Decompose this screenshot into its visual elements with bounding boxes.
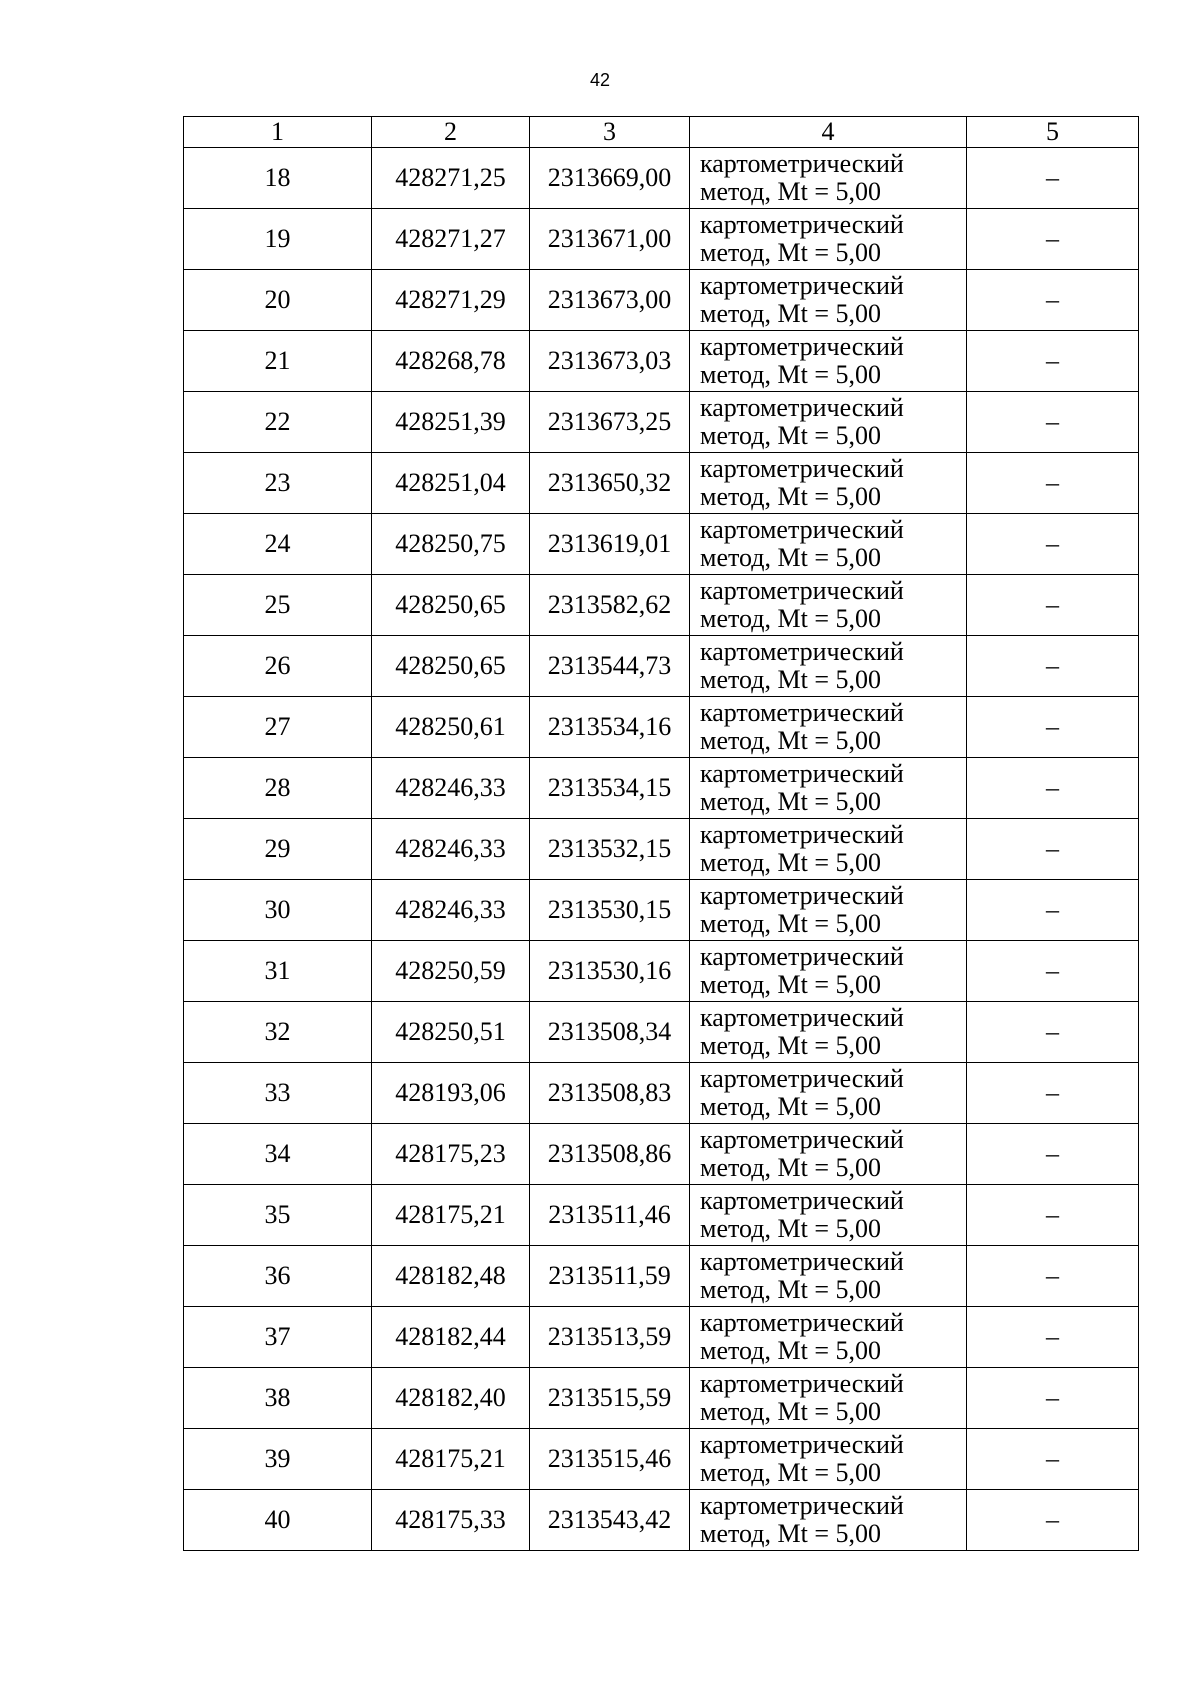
point-number-cell: 21 [184, 331, 372, 392]
y-coordinate-cell: 2313508,83 [530, 1063, 690, 1124]
x-coordinate-cell: 428271,27 [372, 209, 530, 270]
method-line-2: метод, Mt = 5,00 [700, 1092, 881, 1121]
method-line-2: метод, Mt = 5,00 [700, 848, 881, 877]
point-number-cell: 23 [184, 453, 372, 514]
method-line-2: метод, Mt = 5,00 [700, 726, 881, 755]
method-cell [690, 575, 967, 636]
method-line-2: метод, Mt = 5,00 [700, 177, 881, 206]
method-cell [690, 697, 967, 758]
x-coordinate-cell: 428182,48 [372, 1246, 530, 1307]
point-number-cell: 24 [184, 514, 372, 575]
method-line-1: картометрический [700, 1125, 904, 1154]
method-cell [690, 1063, 967, 1124]
table-row [184, 453, 1139, 514]
method-line-1: картометрический [700, 1308, 904, 1337]
method-line-2: метод, Mt = 5,00 [700, 970, 881, 999]
method-line-1: картометрический [700, 515, 904, 544]
point-number-cell: 35 [184, 1185, 372, 1246]
header-col-3: 3 [530, 117, 690, 148]
method-line-2: метод, Mt = 5,00 [700, 1336, 881, 1365]
column-5-cell: – [967, 636, 1139, 697]
method-line-1: картометрический [700, 271, 904, 300]
column-5-cell: – [967, 575, 1139, 636]
column-5-cell: – [967, 1490, 1139, 1551]
y-coordinate-cell: 2313515,46 [530, 1429, 690, 1490]
table-row [184, 331, 1139, 392]
method-cell [690, 148, 967, 209]
x-coordinate-cell: 428175,33 [372, 1490, 530, 1551]
x-coordinate-cell: 428250,65 [372, 575, 530, 636]
point-number-cell: 32 [184, 1002, 372, 1063]
y-coordinate-cell: 2313513,59 [530, 1307, 690, 1368]
method-line-1: картометрический [700, 1003, 904, 1032]
method-line-1: картометрический [700, 332, 904, 361]
x-coordinate-cell: 428251,39 [372, 392, 530, 453]
point-number-cell: 19 [184, 209, 372, 270]
table-row [184, 1490, 1139, 1551]
column-5-cell: – [967, 1185, 1139, 1246]
method-cell [690, 331, 967, 392]
point-number-cell: 26 [184, 636, 372, 697]
column-5-cell: – [967, 1368, 1139, 1429]
method-line-1: картометрический [700, 881, 904, 910]
column-5-cell: – [967, 1429, 1139, 1490]
x-coordinate-cell: 428251,04 [372, 453, 530, 514]
table-row [184, 1429, 1139, 1490]
column-5-cell: – [967, 697, 1139, 758]
y-coordinate-cell: 2313673,25 [530, 392, 690, 453]
header-col-2: 2 [372, 117, 530, 148]
y-coordinate-cell: 2313669,00 [530, 148, 690, 209]
column-5-cell: – [967, 1246, 1139, 1307]
table-row [184, 880, 1139, 941]
method-line-2: метод, Mt = 5,00 [700, 787, 881, 816]
method-line-2: метод, Mt = 5,00 [700, 909, 881, 938]
method-line-1: картометрический [700, 820, 904, 849]
method-cell [690, 819, 967, 880]
method-line-1: картометрический [700, 393, 904, 422]
column-5-cell: – [967, 1002, 1139, 1063]
table-row [184, 209, 1139, 270]
method-line-1: картометрический [700, 942, 904, 971]
method-cell [690, 1124, 967, 1185]
table-row [184, 1307, 1139, 1368]
y-coordinate-cell: 2313511,46 [530, 1185, 690, 1246]
table-row [184, 148, 1139, 209]
x-coordinate-cell: 428182,40 [372, 1368, 530, 1429]
column-5-cell: – [967, 453, 1139, 514]
point-number-cell: 37 [184, 1307, 372, 1368]
x-coordinate-cell: 428182,44 [372, 1307, 530, 1368]
y-coordinate-cell: 2313532,15 [530, 819, 690, 880]
method-cell [690, 270, 967, 331]
method-cell [690, 1429, 967, 1490]
method-line-2: метод, Mt = 5,00 [700, 1458, 881, 1487]
table-row [184, 270, 1139, 331]
column-5-cell: – [967, 209, 1139, 270]
point-number-cell: 25 [184, 575, 372, 636]
method-line-2: метод, Mt = 5,00 [700, 299, 881, 328]
point-number-cell: 38 [184, 1368, 372, 1429]
y-coordinate-cell: 2313508,34 [530, 1002, 690, 1063]
table-row [184, 1124, 1139, 1185]
table-row [184, 1368, 1139, 1429]
x-coordinate-cell: 428271,29 [372, 270, 530, 331]
x-coordinate-cell: 428250,61 [372, 697, 530, 758]
method-line-1: картометрический [700, 1491, 904, 1520]
x-coordinate-cell: 428193,06 [372, 1063, 530, 1124]
y-coordinate-cell: 2313673,03 [530, 331, 690, 392]
table-row [184, 758, 1139, 819]
coordinates-table [183, 116, 1139, 1551]
method-line-2: метод, Mt = 5,00 [700, 1397, 881, 1426]
method-line-2: метод, Mt = 5,00 [700, 1153, 881, 1182]
table-body [184, 148, 1139, 1551]
point-number-cell: 28 [184, 758, 372, 819]
method-line-2: метод, Mt = 5,00 [700, 421, 881, 450]
point-number-cell: 40 [184, 1490, 372, 1551]
x-coordinate-cell: 428271,25 [372, 148, 530, 209]
method-line-2: метод, Mt = 5,00 [700, 360, 881, 389]
method-cell [690, 392, 967, 453]
column-5-cell: – [967, 880, 1139, 941]
point-number-cell: 33 [184, 1063, 372, 1124]
method-line-2: метод, Mt = 5,00 [700, 238, 881, 267]
method-line-1: картометрический [700, 149, 904, 178]
x-coordinate-cell: 428250,75 [372, 514, 530, 575]
method-cell [690, 1490, 967, 1551]
header-col-1: 1 [184, 117, 372, 148]
method-cell [690, 1185, 967, 1246]
table-row [184, 575, 1139, 636]
point-number-cell: 18 [184, 148, 372, 209]
page-number: 42 [589, 70, 611, 90]
method-cell [690, 1307, 967, 1368]
x-coordinate-cell: 428175,23 [372, 1124, 530, 1185]
method-cell [690, 514, 967, 575]
method-line-2: метод, Mt = 5,00 [700, 1275, 881, 1304]
method-line-2: метод, Mt = 5,00 [700, 1519, 881, 1548]
x-coordinate-cell: 428250,65 [372, 636, 530, 697]
method-cell [690, 1368, 967, 1429]
x-coordinate-cell: 428246,33 [372, 880, 530, 941]
method-line-1: картометрический [700, 210, 904, 239]
method-line-2: метод, Mt = 5,00 [700, 604, 881, 633]
y-coordinate-cell: 2313671,00 [530, 209, 690, 270]
method-cell [690, 209, 967, 270]
point-number-cell: 39 [184, 1429, 372, 1490]
x-coordinate-cell: 428250,59 [372, 941, 530, 1002]
table-row [184, 1185, 1139, 1246]
method-line-2: метод, Mt = 5,00 [700, 543, 881, 572]
header-row [184, 117, 1139, 148]
method-line-2: метод, Mt = 5,00 [700, 1214, 881, 1243]
y-coordinate-cell: 2313534,16 [530, 697, 690, 758]
method-cell [690, 941, 967, 1002]
column-5-cell: – [967, 819, 1139, 880]
method-cell [690, 1246, 967, 1307]
header-col-5: 5 [967, 117, 1139, 148]
column-5-cell: – [967, 1307, 1139, 1368]
point-number-cell: 30 [184, 880, 372, 941]
point-number-cell: 22 [184, 392, 372, 453]
y-coordinate-cell: 2313511,59 [530, 1246, 690, 1307]
column-5-cell: – [967, 758, 1139, 819]
table-row [184, 697, 1139, 758]
table-row [184, 636, 1139, 697]
y-coordinate-cell: 2313673,00 [530, 270, 690, 331]
method-line-1: картометрический [700, 759, 904, 788]
method-line-2: метод, Mt = 5,00 [700, 665, 881, 694]
table-row [184, 392, 1139, 453]
column-5-cell: – [967, 941, 1139, 1002]
x-coordinate-cell: 428250,51 [372, 1002, 530, 1063]
point-number-cell: 29 [184, 819, 372, 880]
point-number-cell: 27 [184, 697, 372, 758]
table-row [184, 1246, 1139, 1307]
table-row [184, 1002, 1139, 1063]
method-cell [690, 636, 967, 697]
method-line-1: картометрический [700, 576, 904, 605]
method-line-1: картометрический [700, 698, 904, 727]
method-line-1: картометрический [700, 1186, 904, 1215]
point-number-cell: 34 [184, 1124, 372, 1185]
x-coordinate-cell: 428246,33 [372, 819, 530, 880]
y-coordinate-cell: 2313530,16 [530, 941, 690, 1002]
method-line-1: картометрический [700, 637, 904, 666]
method-line-2: метод, Mt = 5,00 [700, 1031, 881, 1060]
point-number-cell: 36 [184, 1246, 372, 1307]
x-coordinate-cell: 428175,21 [372, 1429, 530, 1490]
y-coordinate-cell: 2313534,15 [530, 758, 690, 819]
column-5-cell: – [967, 1124, 1139, 1185]
y-coordinate-cell: 2313530,15 [530, 880, 690, 941]
method-line-1: картометрический [700, 1430, 904, 1459]
method-line-1: картометрический [700, 1247, 904, 1276]
column-5-cell: – [967, 514, 1139, 575]
column-5-cell: – [967, 331, 1139, 392]
method-line-2: метод, Mt = 5,00 [700, 482, 881, 511]
point-number-cell: 20 [184, 270, 372, 331]
y-coordinate-cell: 2313650,32 [530, 453, 690, 514]
table-header [184, 117, 1139, 148]
method-line-1: картометрический [700, 1369, 904, 1398]
method-cell [690, 880, 967, 941]
x-coordinate-cell: 428268,78 [372, 331, 530, 392]
column-5-cell: – [967, 148, 1139, 209]
method-line-1: картометрический [700, 1064, 904, 1093]
table-row [184, 819, 1139, 880]
y-coordinate-cell: 2313544,73 [530, 636, 690, 697]
method-cell [690, 453, 967, 514]
column-5-cell: – [967, 270, 1139, 331]
table-row [184, 1063, 1139, 1124]
header-col-4: 4 [690, 117, 967, 148]
y-coordinate-cell: 2313515,59 [530, 1368, 690, 1429]
table-row [184, 941, 1139, 1002]
point-number-cell: 31 [184, 941, 372, 1002]
table-row [184, 514, 1139, 575]
column-5-cell: – [967, 392, 1139, 453]
method-cell [690, 1002, 967, 1063]
y-coordinate-cell: 2313508,86 [530, 1124, 690, 1185]
y-coordinate-cell: 2313543,42 [530, 1490, 690, 1551]
y-coordinate-cell: 2313582,62 [530, 575, 690, 636]
method-line-1: картометрический [700, 454, 904, 483]
column-5-cell: – [967, 1063, 1139, 1124]
method-cell [690, 758, 967, 819]
x-coordinate-cell: 428246,33 [372, 758, 530, 819]
y-coordinate-cell: 2313619,01 [530, 514, 690, 575]
x-coordinate-cell: 428175,21 [372, 1185, 530, 1246]
